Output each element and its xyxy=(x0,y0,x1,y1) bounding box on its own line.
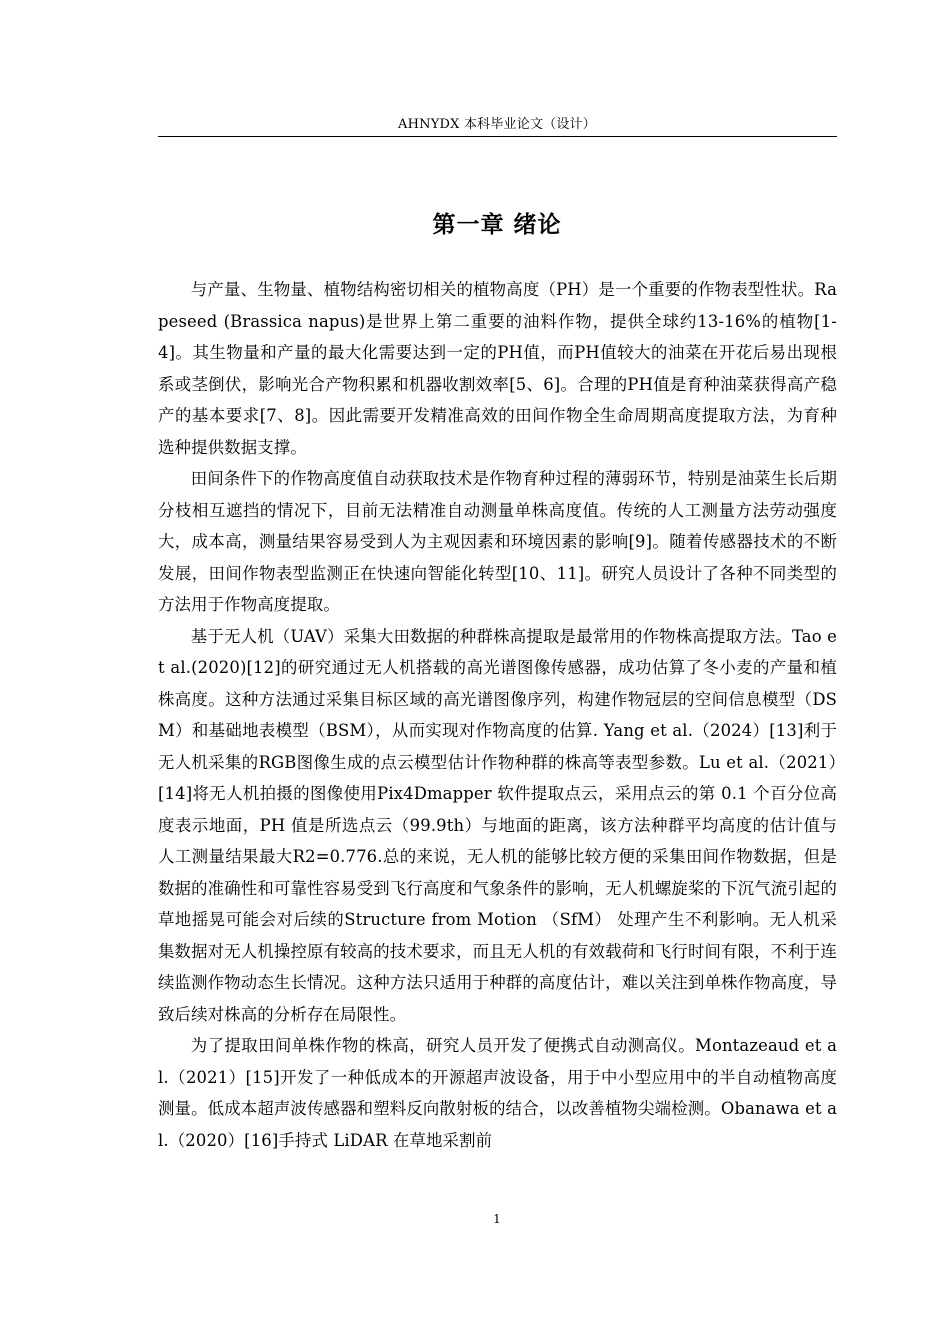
paragraph-1: 与产量、生物量、植物结构密切相关的植物高度（PH）是一个重要的作物表型性状。Rapeseed (Brassica napus)是世界上第二重要的油料作物，提供全球约13-16%的植物[1-4]。其生物量和产量的最大化需要达到一定的PH值，而PH值较大的油菜在开花后易出现根系或茎倒伏，影响光合产物积累和机器收割效率[5、6]。合理的PH值是育种油菜获得高产稳产的基本要求[7、8]。因此需要开发精准高效的田间作物全生命周期高度提取方法，为育种选种提供数据支撑。 xyxy=(158,280,837,457)
paragraph-2: 田间条件下的作物高度值自动获取技术是作物育种过程的薄弱环节，特别是油菜生长后期分枝相互遮挡的情况下，目前无法精准自动测量单株高度值。传统的人工测量方法劳动强度大，成本高，测量结果容易受到人为主观因素和环境因素的影响[9]。随着传感器技术的不断发展，田间作物表型监测正在快速向智能化转型[10、11]。研究人员设计了各种不同类型的方法用于作物高度提取。 xyxy=(158,469,837,614)
header-rule xyxy=(158,136,837,137)
page-number: 1 xyxy=(493,1212,501,1226)
paragraph-4: 为了提取田间单株作物的株高，研究人员开发了便携式自动测高仪。Montazeaud et al.（2021）[15]开发了一种低成本的开源超声波设备，用于中小型应用中的半自动植物高度测量。低成本超声波传感器和塑料反向散射板的结合，以改善植物尖端检测。Obanawa et al.（2020）[16]手持式 LiDAR 在草地采割前 xyxy=(158,1036,837,1150)
paragraph-3: 基于无人机（UAV）采集大田数据的种群株高提取是最常用的作物株高提取方法。Tao et al.(2020)[12]的研究通过无人机搭载的高光谱图像传感器，成功估算了冬小麦的产量和植株高度。这种方法通过采集目标区域的高光谱图像序列，构建作物冠层的空间信息模型（DSM）和基础地表模型（BSM），从而实现对作物高度的估算. Yang et al.（2024）[13]利于无人机采集的RGB图像生成的点云模型估计作物种群的株高等表型参数。Lu et al.（2021）[14]将无人机拍摄的图像使用Pix4Dmapper 软件提取点云，采用点云的第 0.1 个百分位高度表示地面，PH 值是所选点云（99.9th）与地面的距离，该方法种群平均高度的估计值与人工测量结果最大R2=0.776.总的来说，无人机的能够比较方便的采集田间作物数据，但是数据的准确性和可靠性容易受到飞行高度和气象条件的影响，无人机螺旋桨的下沉气流引起的草地摇晃可能会对后续的Structure from Motion （SfM） 处理产生不利影响。无人机采集数据对无人机操控原有较高的技术要求，而且无人机的有效载荷和飞行时间有限，不利于连续监测作物动态生长情况。这种方法只适用于种群的高度估计，难以关注到单株作物高度，导致后续对株高的分析存在局限性。 xyxy=(158,626,837,1024)
body-text xyxy=(158,274,837,1156)
chapter-title: 第一章 绪论 xyxy=(432,212,562,238)
running-header: AHNYDX 本科毕业论文（设计） xyxy=(398,117,596,132)
